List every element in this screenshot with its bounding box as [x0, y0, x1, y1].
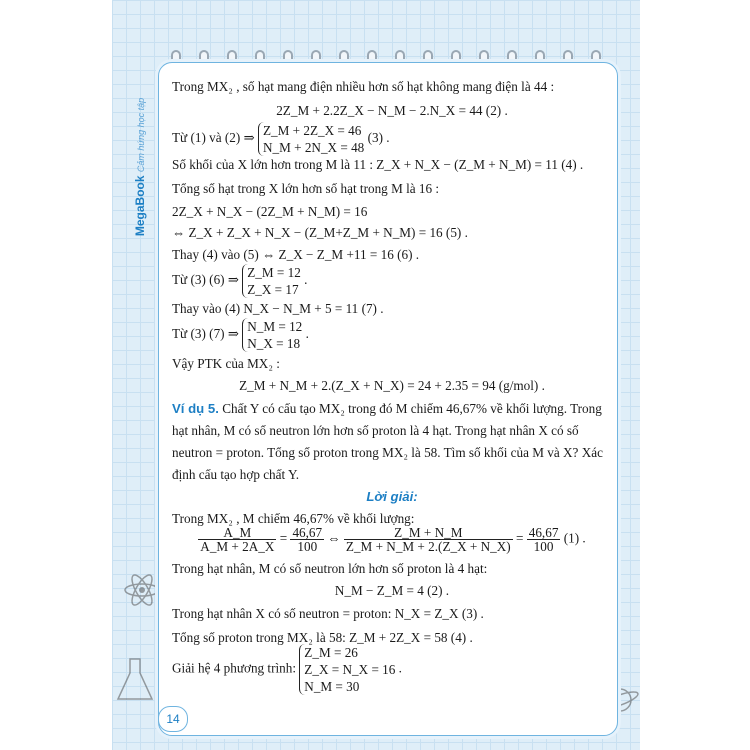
- equation-line: Thay (4) vào (5) ⇔ Z_X − Z_M +11 = 16 (6) .: [172, 247, 420, 262]
- text-line: Tổng số proton trong MX₂ là 58: Z_M + 2Z_X = 58 (4) .: [172, 630, 473, 645]
- text-line: Tổng số hạt trong X lớn hơn số hạt trong M là 16 :: [172, 181, 440, 196]
- atom-icon: [122, 570, 162, 610]
- page-number: 14: [158, 706, 188, 732]
- example-label: Ví dụ 5.: [172, 401, 219, 416]
- example-line: định cấu tạo hợp chất Y.: [172, 467, 300, 482]
- system-line: Từ (1) và (2) ⇒ Z_M + 2Z_X = 46 N_M + 2N_X = 48 (3) .: [172, 123, 390, 155]
- fraction-equation: $\frac{A\_M}{A\_M + 2A\_X}$ = $\frac{46,67}{100}$ ⇔ $\frac{Z\_M + N\_M}{Z\_M + N\_M + 2.(Z\_X + N\_X)}$ = $\frac{46,67}{100}$ (1) .: [200, 525, 586, 555]
- fraction: $\frac{46,67}{100}$: [528, 525, 559, 555]
- text-line: Trong hạt nhân X có số neutron = proton: N_X = Z_X (3) .: [172, 606, 484, 621]
- equation-line: N_M − Z_M = 4 (2) .: [334, 583, 450, 598]
- solution-label: Lời giải:: [366, 489, 418, 504]
- equation-line: 2Z_X + N_X − (2Z_M + N_M) = 16: [172, 204, 368, 219]
- equation-line: Thay vào (4) N_X − N_M + 5 = 11 (7) .: [172, 301, 384, 316]
- equation-line: 2Z_M + 2.2Z_X − N_M − 2.N_X = 44 (2) .: [276, 103, 508, 118]
- brand-name-a: Mega: [133, 205, 147, 237]
- equation-system: Z_M = 26 Z_X = N_X = 16 N_M = 30: [299, 644, 395, 695]
- fraction: $\frac{A\_M}{A\_M + 2A\_X}$: [200, 525, 275, 555]
- equation-system: N_M = 12 N_X = 18: [242, 318, 302, 352]
- example-line: neutron = proton. Tổng số proton trong MX₂ là 58. Tìm số khối của M và X? Xác: [172, 445, 603, 460]
- brand-slogan: Cảm hứng học tập: [136, 97, 146, 173]
- fraction: $\frac{Z\_M + N\_M}{Z\_M + N\_M + 2.(Z\_X + N\_X)}$: [345, 525, 511, 555]
- fraction: $\frac{46,67}{100}$: [292, 525, 323, 555]
- equation-system: Z_M + 2Z_X = 46 N_M + 2N_X = 48: [258, 122, 364, 156]
- example-line: hạt nhân, M có số neutron lớn hơn số proton là 4 hạt. Trong hạt nhân X có số: [172, 423, 579, 438]
- text-line: Vậy PTK của MX₂ :: [172, 356, 280, 371]
- text-line: Trong MX₂ , M chiếm 46,67% về khối lượng:: [172, 511, 415, 526]
- text-line: Trong hạt nhân, M có số neutron lớn hơn số proton là 4 hạt:: [172, 561, 488, 576]
- system-line: Từ (3) (6) ⇒ Z_M = 12 Z_X = 17 .: [172, 265, 308, 297]
- flask-icon: [115, 655, 155, 705]
- equation-system: Z_M = 12 Z_X = 17: [242, 264, 301, 298]
- equation-line: Z_M + N_M + 2.(Z_X + N_X) = 24 + 2.35 = 94 (g/mol) .: [239, 378, 545, 393]
- brand-name-b: Book: [133, 175, 147, 206]
- text-line: Số khối của X lớn hơn trong M là 11 : Z_X + N_X − (Z_M + N_M) = 11 (4) .: [172, 157, 584, 172]
- brand-vertical: [130, 60, 150, 280]
- example-line: Ví dụ 5. Chất Y có cấu tạo MX₂ trong đó M chiếm 46,67% về khối lượng. Trong: [172, 401, 602, 416]
- system-line: Từ (3) (7) ⇒ N_M = 12 N_X = 18 .: [172, 319, 309, 351]
- text-line: Trong MX₂ , số hạt mang điện nhiều hơn số hạt không mang điện là 44 :: [172, 79, 555, 94]
- system-line: Giải hệ 4 phương trình: Z_M = 26 Z_X = N_X = 16 N_M = 30 .: [172, 645, 402, 694]
- equation-line: ⇔ Z_X + Z_X + N_X − (Z_M+Z_M + N_M) = 16 (5) .: [172, 225, 468, 240]
